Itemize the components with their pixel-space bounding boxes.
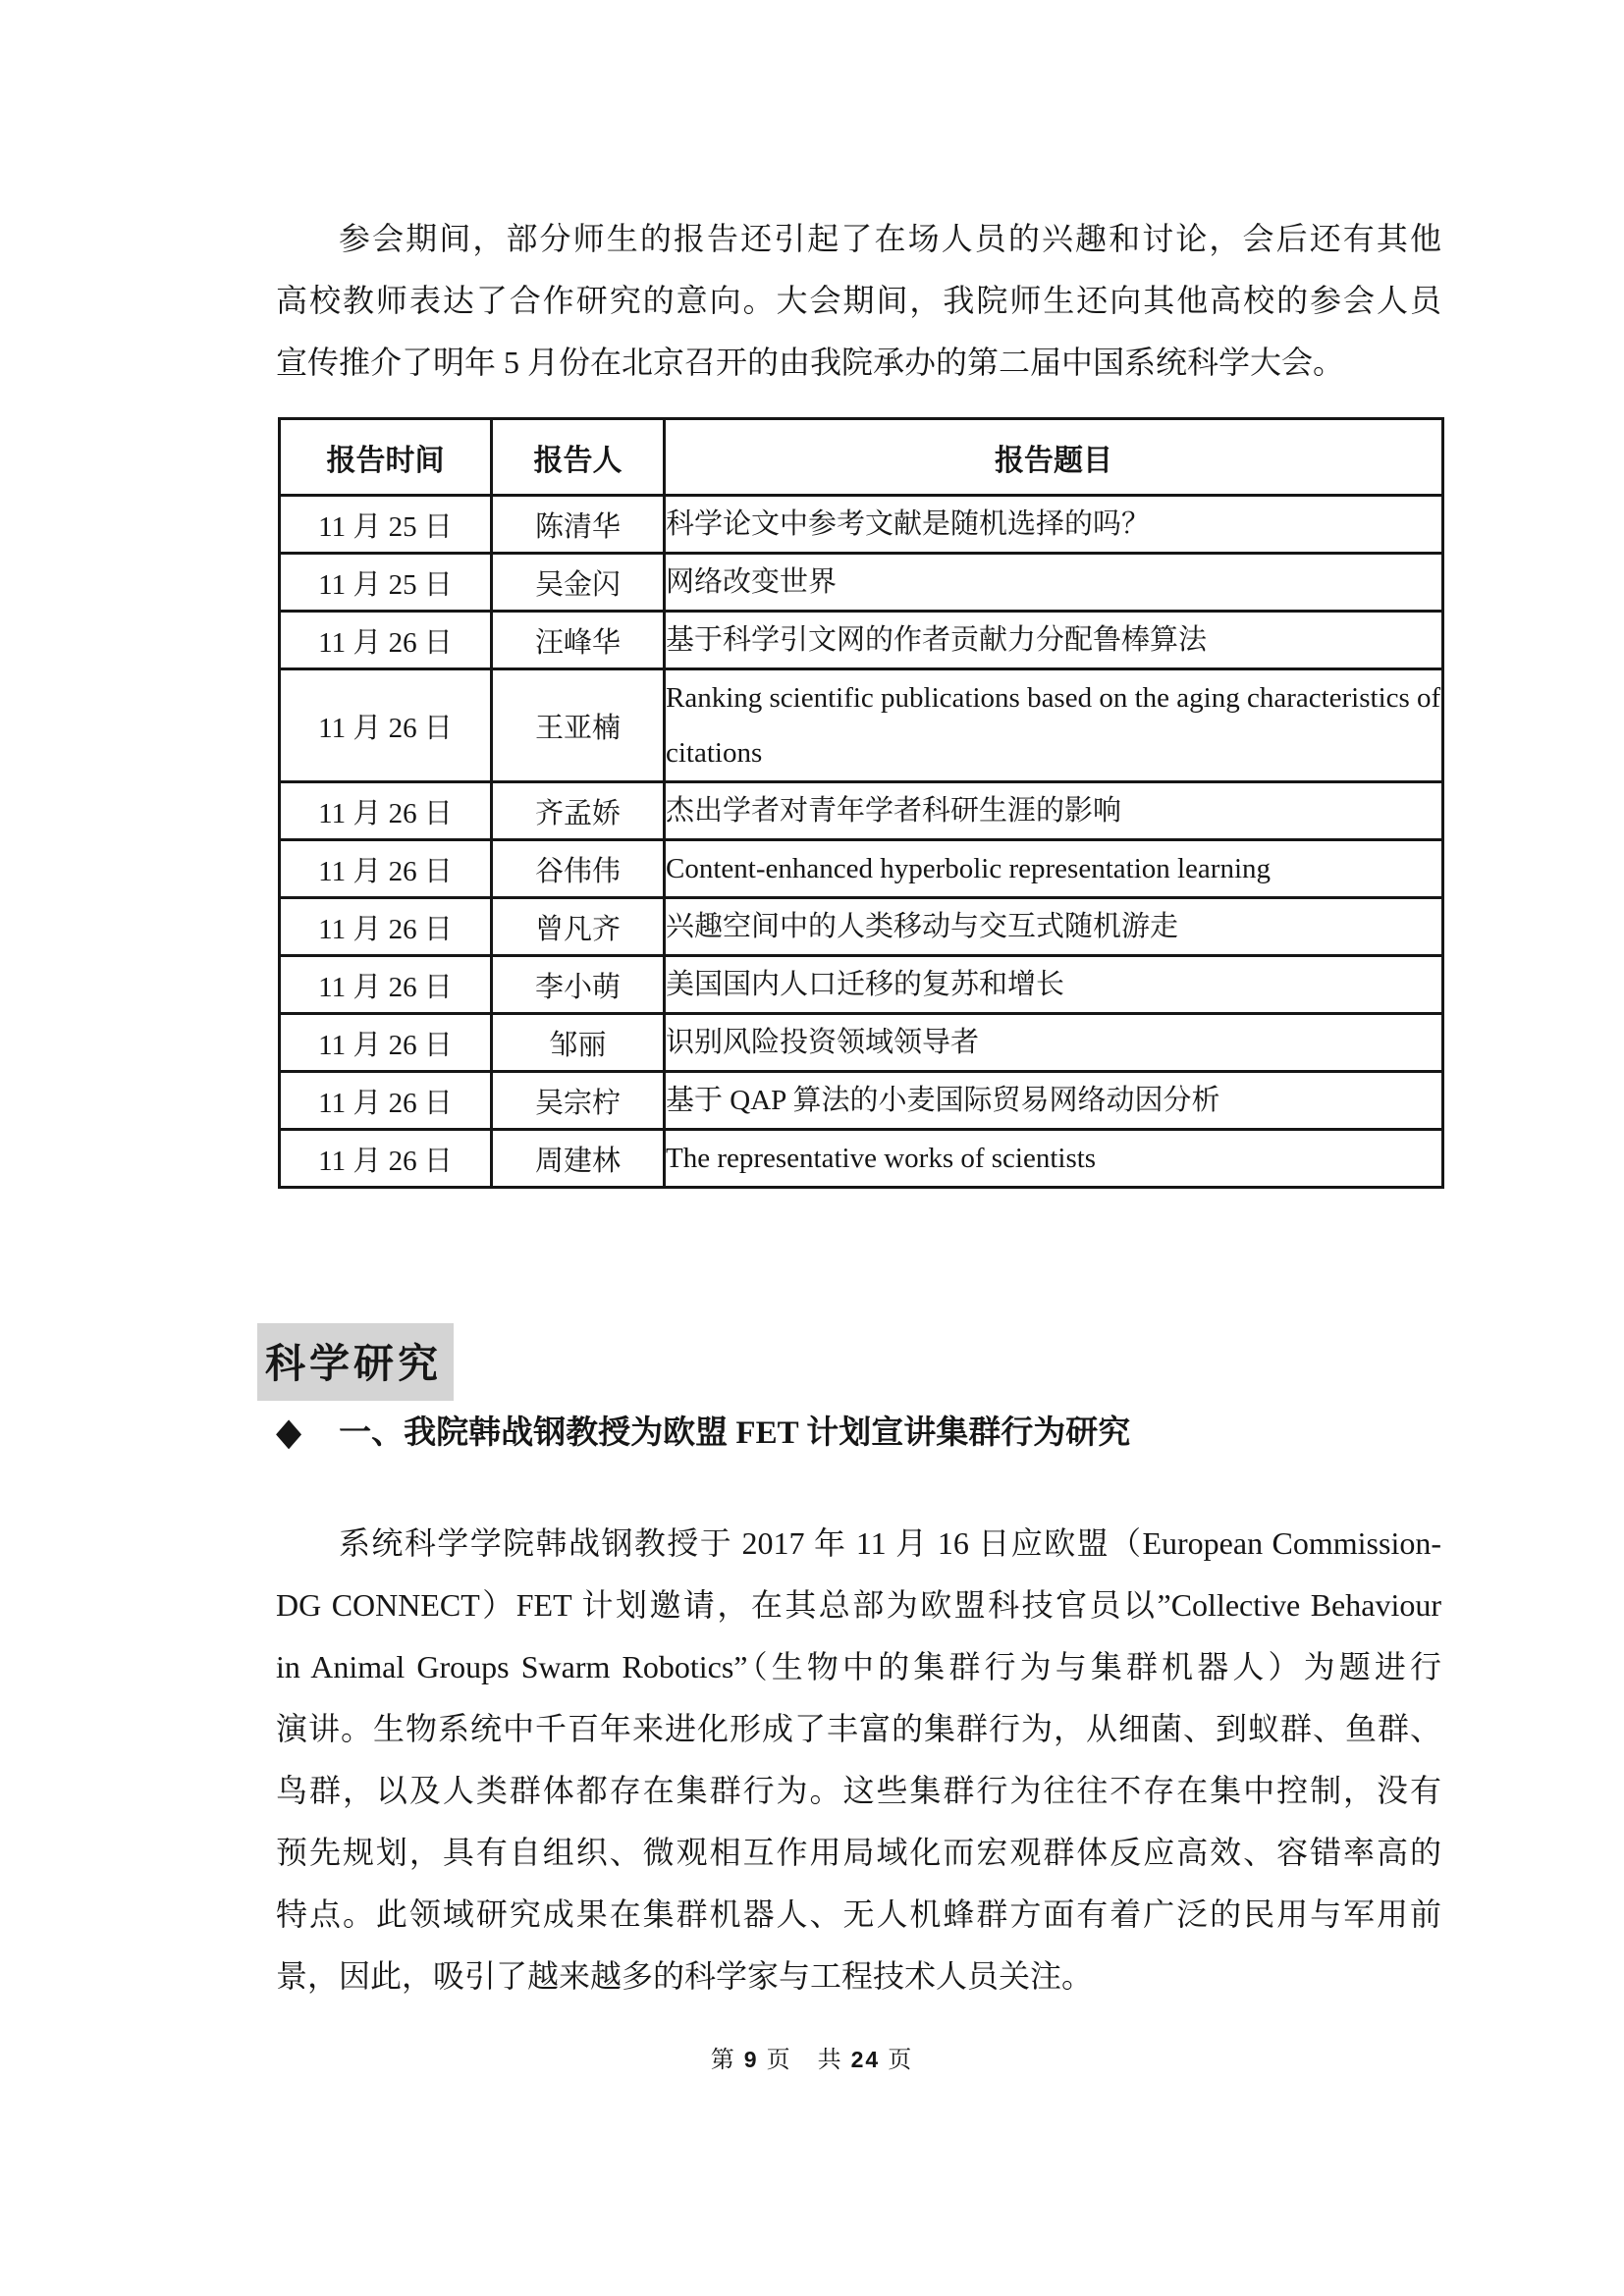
table-cell-date: 11 月 26 日: [280, 782, 492, 840]
paragraph-line: 特点。此领域研究成果在集群机器人、无人机蜂群方面有着广泛的民用与军用前: [276, 1896, 1441, 1932]
table-row: [280, 956, 1443, 1014]
reports-table-header: [280, 419, 1443, 496]
table-cell-title: Content-enhanced hyperbolic representation learning: [665, 840, 1443, 898]
table-cell-date: 11 月 25 日: [280, 554, 492, 612]
table-row: [280, 1130, 1443, 1188]
body-paragraph: [276, 1513, 1441, 2007]
table-cell-title: Ranking scientific publications based on the aging characteristics of citations: [665, 669, 1443, 782]
sub-heading: [276, 1410, 1130, 1457]
footer-text: 第: [710, 2048, 744, 2073]
reports-table-body: [280, 496, 1443, 1188]
table-cell-speaker: 周建林: [492, 1130, 665, 1188]
table-row: [280, 669, 1443, 782]
table-cell-speaker: 谷伟伟: [492, 840, 665, 898]
paragraph-line: 演讲。生物系统中千百年来进化形成了丰富的集群行为，从细菌、到蚁群、鱼群、: [276, 1711, 1441, 1746]
table-cell-date: 11 月 26 日: [280, 1014, 492, 1072]
table-header-row: [280, 419, 1443, 496]
table-cell-title: 基于科学引文网的作者贡献力分配鲁棒算法: [665, 612, 1443, 669]
table-cell-title: 兴趣空间中的人类移动与交互式随机游走: [665, 898, 1443, 956]
table-cell-title: 杰出学者对青年学者科研生涯的影响: [665, 782, 1443, 840]
table-cell-date: 11 月 26 日: [280, 1130, 492, 1188]
table-row: [280, 496, 1443, 554]
page-number: 24: [850, 2047, 881, 2072]
table-cell-date: 11 月 26 日: [280, 956, 492, 1014]
table-cell-speaker: 曾凡齐: [492, 898, 665, 956]
sub-heading-text: 一、我院韩战钢教授为欧盟 FET 计划宣讲集群行为研究: [339, 1415, 1131, 1451]
table-row: [280, 554, 1443, 612]
table-row: [280, 782, 1443, 840]
footer-text: 页: [880, 2048, 914, 2073]
table-cell-title: 科学论文中参考文献是随机选择的吗？: [665, 496, 1443, 554]
table-cell-speaker: 齐孟娇: [492, 782, 665, 840]
table-cell-date: 11 月 26 日: [280, 840, 492, 898]
table-cell-title: 基于 QAP 算法的小麦国际贸易网络动因分析: [665, 1072, 1443, 1130]
page-number: 9: [743, 2047, 759, 2072]
page-footer: [0, 2040, 1624, 2074]
paragraph-line: 宣传推介了明年 5 月份在北京召开的由我院承办的第二届中国系统科学大会。: [276, 345, 1345, 380]
section-title: 科学研究: [257, 1323, 454, 1401]
paragraph-line: 系统科学学院韩战钢教授于 2017 年 11 月 16 日应欧盟（European Commission-: [339, 1525, 1441, 1561]
table-cell-title: 美国国内人口迁移的复苏和增长: [665, 956, 1443, 1014]
table-cell-speaker: 王亚楠: [492, 669, 665, 782]
paragraph-line: 预先规划，具有自组织、微观相互作用局域化而宏观群体反应高效、容错率高的: [276, 1835, 1441, 1870]
paragraph-line: 景，因此，吸引了越来越多的科学家与工程技术人员关注。: [276, 1958, 1094, 1994]
table-row: [280, 612, 1443, 669]
paragraph-line: 参会期间，部分师生的报告还引起了在场人员的兴趣和讨论，会后还有其他: [339, 221, 1441, 256]
table-row: [280, 1014, 1443, 1072]
section-heading-wrap: [257, 1323, 454, 1401]
table-cell-date: 11 月 26 日: [280, 612, 492, 669]
column-header-report-title: 报告题目: [665, 419, 1443, 496]
paragraph-line: 鸟群，以及人类群体都存在集群行为。这些集群行为往往不存在集中控制，没有: [276, 1773, 1441, 1808]
diamond-bullet-icon: ◆: [276, 1412, 302, 1454]
table-row: [280, 1072, 1443, 1130]
intro-paragraph: [276, 208, 1441, 394]
reports-table: [278, 417, 1444, 1189]
table-cell-date: 11 月 26 日: [280, 669, 492, 782]
table-cell-speaker: 吴金闪: [492, 554, 665, 612]
paragraph-line: 高校教师表达了合作研究的意向。大会期间，我院师生还向其他高校的参会人员: [276, 283, 1441, 318]
table-cell-title: The representative works of scientists: [665, 1130, 1443, 1188]
table-cell-title: 网络改变世界: [665, 554, 1443, 612]
table-cell-speaker: 吴宗柠: [492, 1072, 665, 1130]
paragraph-line: DG CONNECT）FET 计划邀请，在其总部为欧盟科技官员以”Collective Behaviour: [276, 1587, 1441, 1623]
table-cell-speaker: 汪峰华: [492, 612, 665, 669]
column-header-speaker: 报告人: [492, 419, 665, 496]
table-cell-speaker: 李小萌: [492, 956, 665, 1014]
table-cell-date: 11 月 26 日: [280, 1072, 492, 1130]
table-cell-date: 11 月 25 日: [280, 496, 492, 554]
table-cell-date: 11 月 26 日: [280, 898, 492, 956]
column-header-report-time: 报告时间: [280, 419, 492, 496]
footer-text: 页 共: [758, 2048, 851, 2073]
paragraph-line: in Animal Groups Swarm Robotics”（生物中的集群行为与集群机器人）为题进行: [276, 1649, 1441, 1684]
table-cell-title: 识别风险投资领域领导者: [665, 1014, 1443, 1072]
table-row: [280, 898, 1443, 956]
table-row: [280, 840, 1443, 898]
table-cell-speaker: 陈清华: [492, 496, 665, 554]
table-cell-speaker: 邹丽: [492, 1014, 665, 1072]
